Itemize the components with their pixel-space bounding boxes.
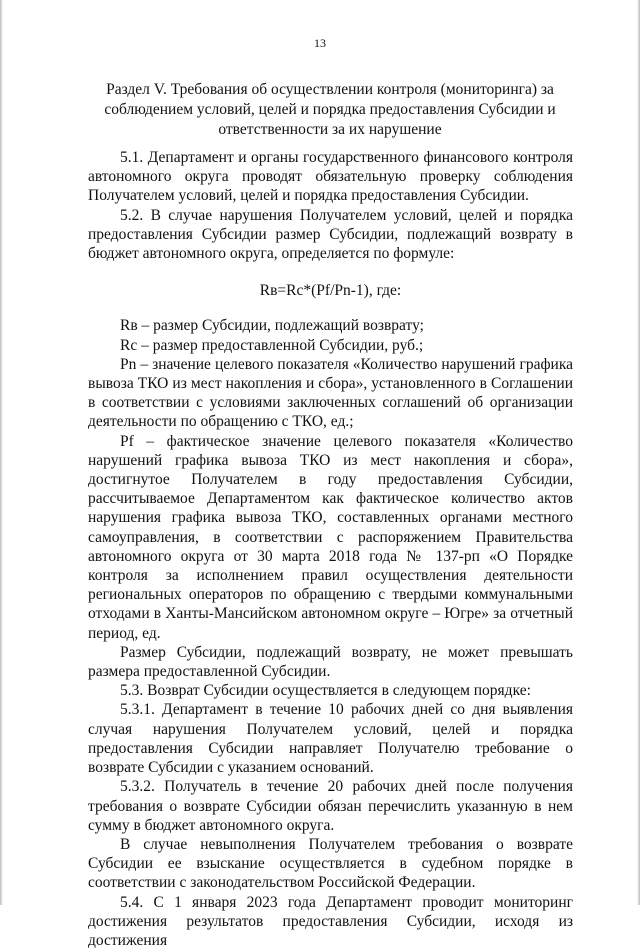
paragraph-5-3-2: 5.3.2. Получатель в течение 20 рабочих дней после получения требования о возврате Субсидии обязан перечислить указанную в нем сумму в бюджет автономного округа. <box>88 778 573 834</box>
definition-rc: Rc – размер предоставленной Субсидии, руб.; <box>120 336 424 354</box>
paragraph-nonfulfilment: В случае невыполнения Получателем требования о возврате Субсидии ее взыскание осуществляется в судебном порядке в соответствии с законодательством Российской Федерации. <box>88 835 573 892</box>
section-title-line-1: Раздел V. Требования об осуществлении контроля (мониторинга) за <box>106 81 554 98</box>
paragraph-5-3: 5.3. Возврат Субсидии осуществляется в следующем порядке: <box>120 682 531 700</box>
definition-rv: Rв – размер Субсидии, подлежащий возврату; <box>120 317 424 335</box>
section-title-line-3: ответственности за их нарушение <box>218 121 442 138</box>
paragraph-5-2: 5.2. В случае нарушения Получателем условий, целей и порядка предоставления Субсидии размер Субсидии, подлежащий возврату в бюджет автономного округа, определяется по формуле: <box>88 206 573 263</box>
document-body <box>88 148 573 950</box>
paragraph-limit: Размер Субсидии, подлежащий возврату, не может превышать размера предоставленной Субсидии. <box>88 643 573 681</box>
definition-pn: Pn – значение целевого показателя «Количество нарушений графика вывоза ТКО из мест накопления и сбора», установленного в Соглашении в соответствии с условиями заключенных соглашений об организации деятельности по обращению с ТКО, ед.; <box>88 355 573 431</box>
section-title <box>90 80 570 140</box>
definition-pf: Pf – фактическое значение целевого показателя «Количество нарушений графика вывоза ТКО из мест накопления и сбора», достигнутое Получателем в году предоставления Субсидии, рассчитываемое Департаментом как фактическое количество актов нарушения графика вывоза ТКО, составленных органами местного самоуправления, в соответствии с распоряжением Правительства автономного округа от 30 марта 2018 года № 137-рп «О Порядке контроля за исполнением правил осуществления деятельности региональных операторов по обращению с твердыми коммунальными отходами в Ханты-Мансийском автономном округе – Югре» за отчетный период, ед. <box>88 432 573 642</box>
paragraph-5-3-1: 5.3.1. Департамент в течение 10 рабочих дней со дня выявления случая нарушения Получателем условий, целей и порядка предоставления Субсидии направляет Получателю требование о возврате Субсидии с указанием оснований. <box>88 701 573 777</box>
page-number: 13 <box>314 36 326 50</box>
paragraph-5-1: 5.1. Департамент и органы государственного финансового контроля автономного округа проводят обязательную проверку соблюдения Получателем условий, целей и порядка предоставления Субсидии. <box>88 149 573 205</box>
scan-edge-left <box>0 0 3 905</box>
formula: Rв=Rc*(Pf/Pn-1), где: <box>259 282 402 300</box>
paragraph-5-4: 5.4. С 1 января 2023 года Департамент проводит мониторинг достижения результатов предоставления Субсидии, исходя из достижения <box>88 893 573 949</box>
section-title-line-2: соблюдением условий, целей и порядка предоставления Субсидии и <box>104 101 556 118</box>
